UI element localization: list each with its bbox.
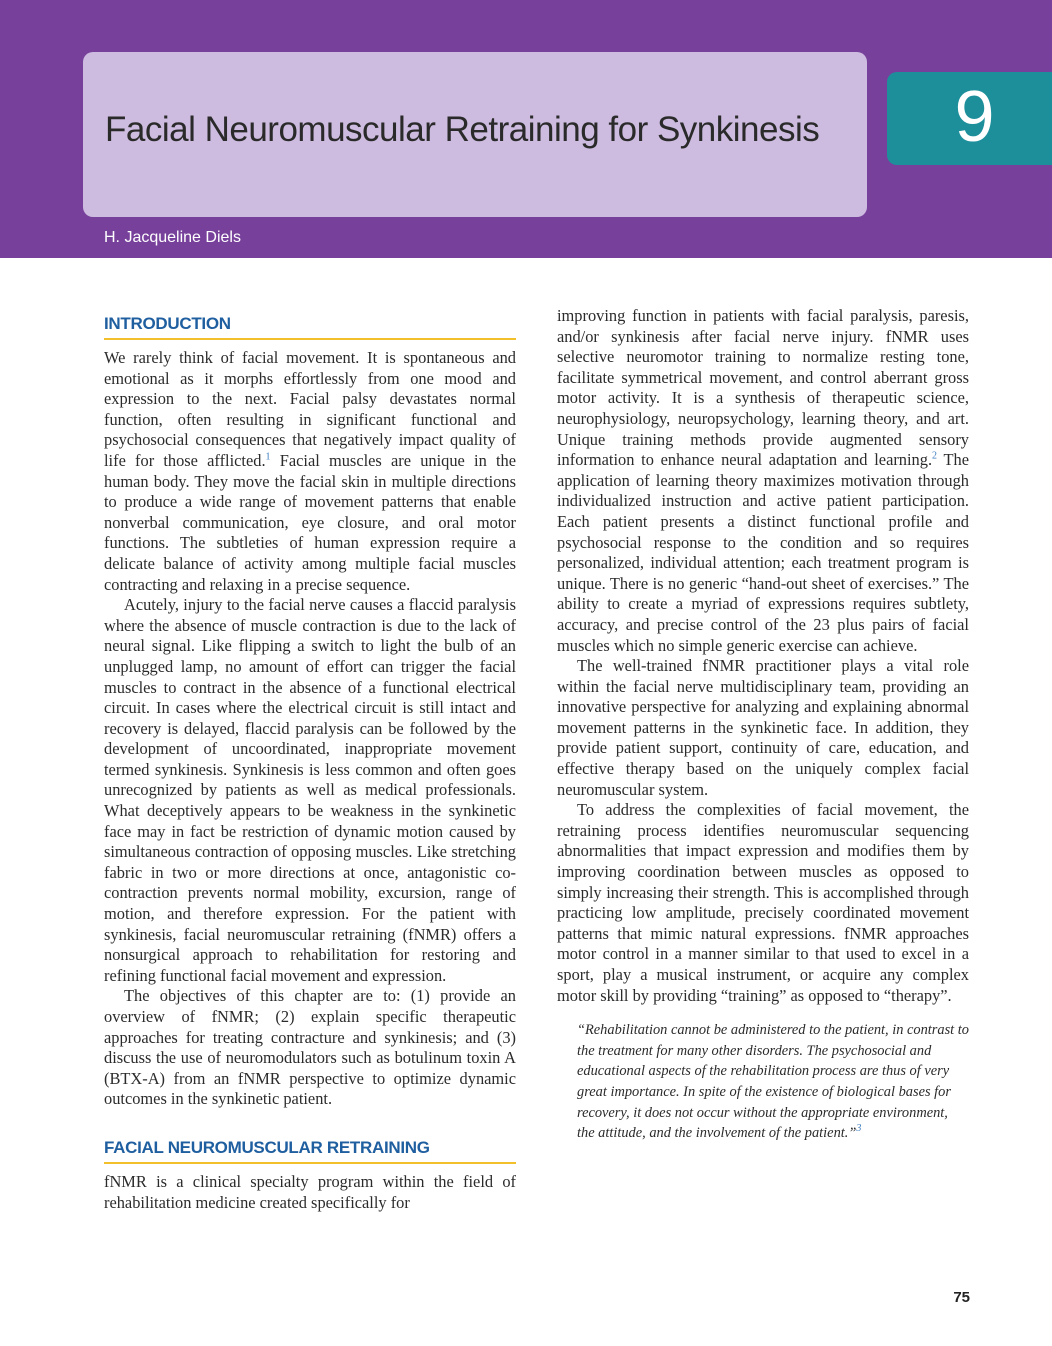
block-quote	[577, 1020, 969, 1144]
paragraph	[557, 306, 969, 656]
chapter-title: Facial Neuromuscular Retraining for Synkinesis	[105, 110, 820, 149]
reference-marker[interactable]: 1	[265, 451, 271, 463]
chapter-number: 9	[954, 77, 995, 157]
page-number: 75	[953, 1289, 970, 1306]
left-column	[104, 306, 516, 1213]
section-heading-fnmr: FACIAL NEUROMUSCULAR RETRAINING	[104, 1130, 516, 1164]
paragraph: The objectives of this chapter are to: (1) provide an overview of fNMR; (2) explain specific therapeutic approaches for treating contracture and synkinesis; and (3) discuss the use of neuromodulators such as botulinum toxin A (BTX-A) from an fNMR perspective to optimize dynamic outcomes in the synkinetic patient.	[104, 986, 516, 1109]
paragraph-text: We rarely think of facial movement. It is spontaneous and emotional as it morphs effortlessly from one mood and expression to the next. Facial palsy devastates normal function, often resulting in significant functional and psychosocial consequences that negatively impact quality of life for those afflicted.	[104, 348, 516, 470]
paragraph: To address the complexities of facial movement, the retraining process identifies neuromuscular sequencing abnormalities that impact expression and modifies them by improving coordination between muscles as opposed to simply increasing their strength. This is accomplished through practicing low amplitude, precisely coordinated movement patterns that mimic natural expressions. fNMR approaches motor control in a manner similar to that used to excel in a sport, play a musical instrument, or acquire any complex motor skill by providing “training” as opposed to “therapy”.	[557, 800, 969, 1005]
chapter-tab	[887, 72, 1052, 165]
reference-marker[interactable]: 2	[932, 450, 938, 462]
paragraph: fNMR is a clinical specialty program within the field of rehabilitation medicine created specifically for	[104, 1171, 516, 1212]
author-name: H. Jacqueline Diels	[104, 229, 241, 246]
reference-marker[interactable]: 3	[856, 1123, 862, 1135]
paragraph: Acutely, injury to the facial nerve causes a flaccid paralysis where the absence of muscle contraction is due to the lack of neural signal. Like flipping a switch to light the bulb of an unplugged lamp, no amount of effort can trigger the facial muscles to contract in the absence of a functional electrical circuit. In cases where the electrical circuit is still intact and recovery is delayed, flaccid paralysis can be followed by the development of uncoordinated, inappropriate movement termed synkinesis. Synkinesis is less common and often goes unrecognized by patients as well as medical professionals. What deceptively appears to be weakness in the synkinetic face may in fact be restriction of dynamic motion caused by simultaneous contraction of opposing muscles. Like stretching fabric in two or more directions at once, antagonistic co-contraction prevents normal mobility, excursion, range of motion, and therefore expression. For the patient with synkinesis, facial neuromuscular retraining (fNMR) offers a nonsurgical approach to rehabilitation for restoring and refining functional facial movement and expression.	[104, 595, 516, 985]
paragraph	[104, 348, 516, 595]
quote-text: “Rehabilitation cannot be administered to the patient, in contrast to the treatment for many other disorders. The psychosocial and educational aspects of the rehabilitation process are thus of very great importance. In spite of the existence of biological bases for recovery, it does not occur without the appropriate environment, the attitude, and the involvement of the patient.”	[577, 1022, 969, 1142]
right-column	[557, 306, 969, 1144]
header-band	[0, 0, 1052, 258]
section-heading-introduction: INTRODUCTION	[104, 306, 516, 340]
paragraph-text: improving function in patients with facial paralysis, paresis, and/or synkinesis after facial nerve injury. fNMR uses selective neuromotor training to normalize resting tone, facilitate symmetrical movement, and control aberrant gross motor activity. It is a synthesis of therapeutic science, neurophysiology, neuropsychology, learning theory, and art. Unique training methods provide augmented sensory information to enhance neural adaptation and learning.	[557, 306, 969, 470]
title-box	[83, 52, 867, 217]
paragraph-text: The application of learning theory maximizes motivation through individualized instruction and active patient participation. Each patient presents a distinct functional profile and psychosocial response to the condition and so requires personalized, individual attention; each treatment program is unique. There is no generic “hand-out sheet of exercises.” The ability to create a myriad of expressions requires subtlety, accuracy, and precise control of the 23 plus pairs of facial muscles which no simple generic exercise can achieve.	[557, 450, 969, 655]
paragraph-text: Facial muscles are unique in the human body. They move the facial skin in multiple directions to produce a wide range of movement patterns that enable nonverbal communication, eye closure, and oral motor functions. The subtleties of human expression require a delicate balance of activity among multiple facial muscles contracting and relaxing in a precise sequence.	[104, 450, 516, 594]
paragraph: The well-trained fNMR practitioner plays a vital role within the facial nerve multidisciplinary team, providing an innovative perspective for analyzing and explaining abnormal movement patterns in the synkinetic face. In addition, they provide patient support, continuity of care, education, and effective therapy based on the uniquely complex facial neuromuscular system.	[557, 656, 969, 799]
